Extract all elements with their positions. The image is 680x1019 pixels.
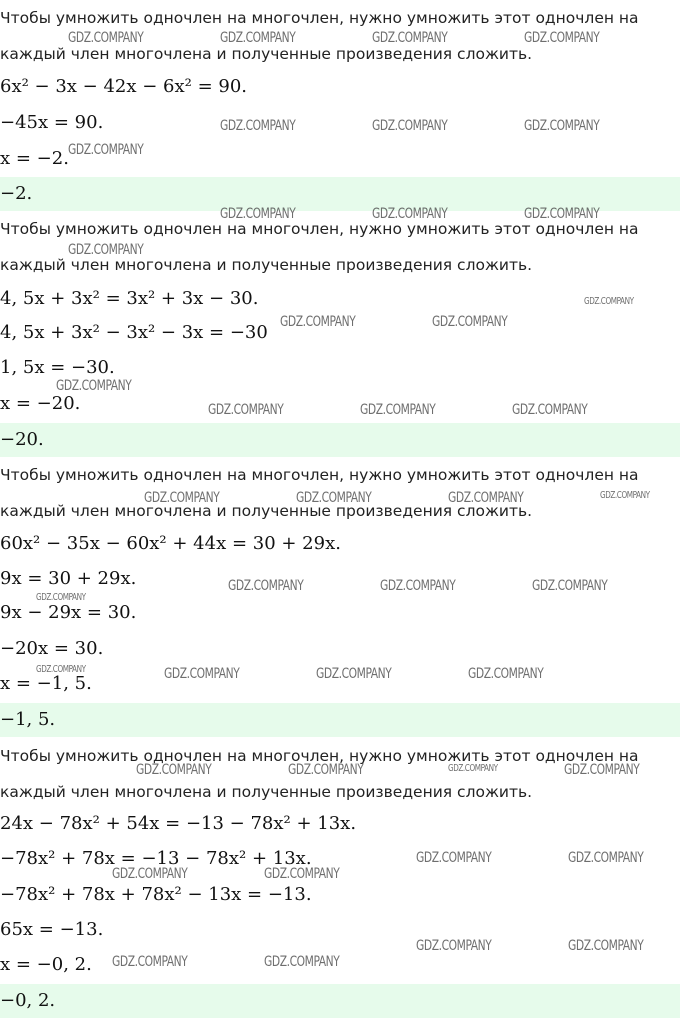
equation-step: −45x = 90. bbox=[0, 112, 104, 133]
answer-text: −1, 5. bbox=[0, 709, 56, 730]
watermark: GDZ.COMPANY bbox=[288, 762, 364, 778]
watermark: GDZ.COMPANY bbox=[68, 242, 144, 258]
watermark: GDZ.COMPANY bbox=[380, 578, 456, 594]
rule-line-1: Чтобы умножить одночлен на многочлен, нужно умножить этот одночлен на bbox=[0, 9, 639, 27]
equation-step: 9x = 30 + 29x. bbox=[0, 568, 137, 589]
watermark: GDZ.COMPANY bbox=[524, 118, 600, 134]
rule-line-2: каждый член многочлена и полученные произведения сложить. bbox=[0, 45, 533, 63]
watermark: GDZ.COMPANY bbox=[112, 866, 188, 882]
watermark: GDZ.COMPANY bbox=[372, 206, 448, 222]
watermark: GDZ.COMPANY bbox=[220, 206, 296, 222]
watermark: GDZ.COMPANY bbox=[512, 402, 588, 418]
rule-line-2: каждый член многочлена и полученные произведения сложить. bbox=[0, 256, 533, 274]
rule-line-1: Чтобы умножить одночлен на многочлен, нужно умножить этот одночлен на bbox=[0, 747, 639, 765]
equation-step: 1, 5x = −30. bbox=[0, 357, 115, 378]
rule-line-2: каждый член многочлена и полученные произведения сложить. bbox=[0, 502, 533, 520]
watermark: GDZ.COMPANY bbox=[416, 938, 492, 954]
equation-step: x = −0, 2. bbox=[0, 954, 92, 975]
answer-text: −0, 2. bbox=[0, 990, 56, 1011]
answer-text: −2. bbox=[0, 183, 33, 204]
equation-step: x = −2. bbox=[0, 148, 69, 169]
watermark: GDZ.COMPANY bbox=[432, 314, 508, 330]
watermark: GDZ.COMPANY bbox=[280, 314, 356, 330]
equation-step: 6x² − 3x − 42x − 6x² = 90. bbox=[0, 76, 248, 97]
watermark: GDZ.COMPANY bbox=[264, 866, 340, 882]
watermark: GDZ.COMPANY bbox=[416, 850, 492, 866]
watermark: GDZ.COMPANY bbox=[264, 954, 340, 970]
watermark: GDZ.COMPANY bbox=[208, 402, 284, 418]
answer-bar bbox=[0, 703, 680, 737]
answer-bar bbox=[0, 984, 680, 1018]
watermark: GDZ.COMPANY bbox=[372, 30, 448, 46]
equation-step: 4, 5x + 3x² = 3x² + 3x − 30. bbox=[0, 288, 259, 309]
watermark: GDZ.COMPANY bbox=[524, 30, 600, 46]
watermark: GDZ.COMPANY bbox=[68, 142, 144, 158]
watermark: GDZ.COMPANY bbox=[448, 763, 498, 774]
watermark: GDZ.COMPANY bbox=[372, 118, 448, 134]
watermark: GDZ.COMPANY bbox=[532, 578, 608, 594]
watermark: GDZ.COMPANY bbox=[68, 30, 144, 46]
watermark: GDZ.COMPANY bbox=[360, 402, 436, 418]
watermark: GDZ.COMPANY bbox=[568, 938, 644, 954]
equation-step: 9x − 29x = 30. bbox=[0, 602, 137, 623]
equation-step: 24x − 78x² + 54x = −13 − 78x² + 13x. bbox=[0, 813, 357, 834]
watermark: GDZ.COMPANY bbox=[584, 296, 634, 307]
watermark: GDZ.COMPANY bbox=[228, 578, 304, 594]
watermark: GDZ.COMPANY bbox=[136, 762, 212, 778]
equation-step: −78x² + 78x = −13 − 78x² + 13x. bbox=[0, 848, 312, 869]
watermark: GDZ.COMPANY bbox=[56, 378, 132, 394]
rule-line-1: Чтобы умножить одночлен на многочлен, нужно умножить этот одночлен на bbox=[0, 466, 639, 484]
equation-step: 60x² − 35x − 60x² + 44x = 30 + 29x. bbox=[0, 533, 341, 554]
equation-step: −78x² + 78x + 78x² − 13x = −13. bbox=[0, 884, 312, 905]
watermark: GDZ.COMPANY bbox=[600, 490, 650, 501]
watermark: GDZ.COMPANY bbox=[36, 664, 86, 675]
watermark: GDZ.COMPANY bbox=[296, 490, 372, 506]
equation-step: −20x = 30. bbox=[0, 638, 104, 659]
watermark: GDZ.COMPANY bbox=[448, 490, 524, 506]
watermark: GDZ.COMPANY bbox=[524, 206, 600, 222]
watermark: GDZ.COMPANY bbox=[220, 30, 296, 46]
equation-step: x = −20. bbox=[0, 393, 81, 414]
watermark: GDZ.COMPANY bbox=[220, 118, 296, 134]
equation-step: 4, 5x + 3x² − 3x² − 3x = −30 bbox=[0, 322, 268, 343]
watermark: GDZ.COMPANY bbox=[36, 592, 86, 603]
equation-step: x = −1, 5. bbox=[0, 673, 92, 694]
equation-step: 65x = −13. bbox=[0, 919, 104, 940]
watermark: GDZ.COMPANY bbox=[144, 490, 220, 506]
watermark: GDZ.COMPANY bbox=[468, 666, 544, 682]
watermark: GDZ.COMPANY bbox=[112, 954, 188, 970]
watermark: GDZ.COMPANY bbox=[164, 666, 240, 682]
watermark: GDZ.COMPANY bbox=[568, 850, 644, 866]
rule-line-1: Чтобы умножить одночлен на многочлен, нужно умножить этот одночлен на bbox=[0, 220, 639, 238]
watermark: GDZ.COMPANY bbox=[316, 666, 392, 682]
answer-bar bbox=[0, 423, 680, 457]
rule-line-2: каждый член многочлена и полученные произведения сложить. bbox=[0, 783, 533, 801]
answer-text: −20. bbox=[0, 429, 44, 450]
watermark: GDZ.COMPANY bbox=[564, 762, 640, 778]
